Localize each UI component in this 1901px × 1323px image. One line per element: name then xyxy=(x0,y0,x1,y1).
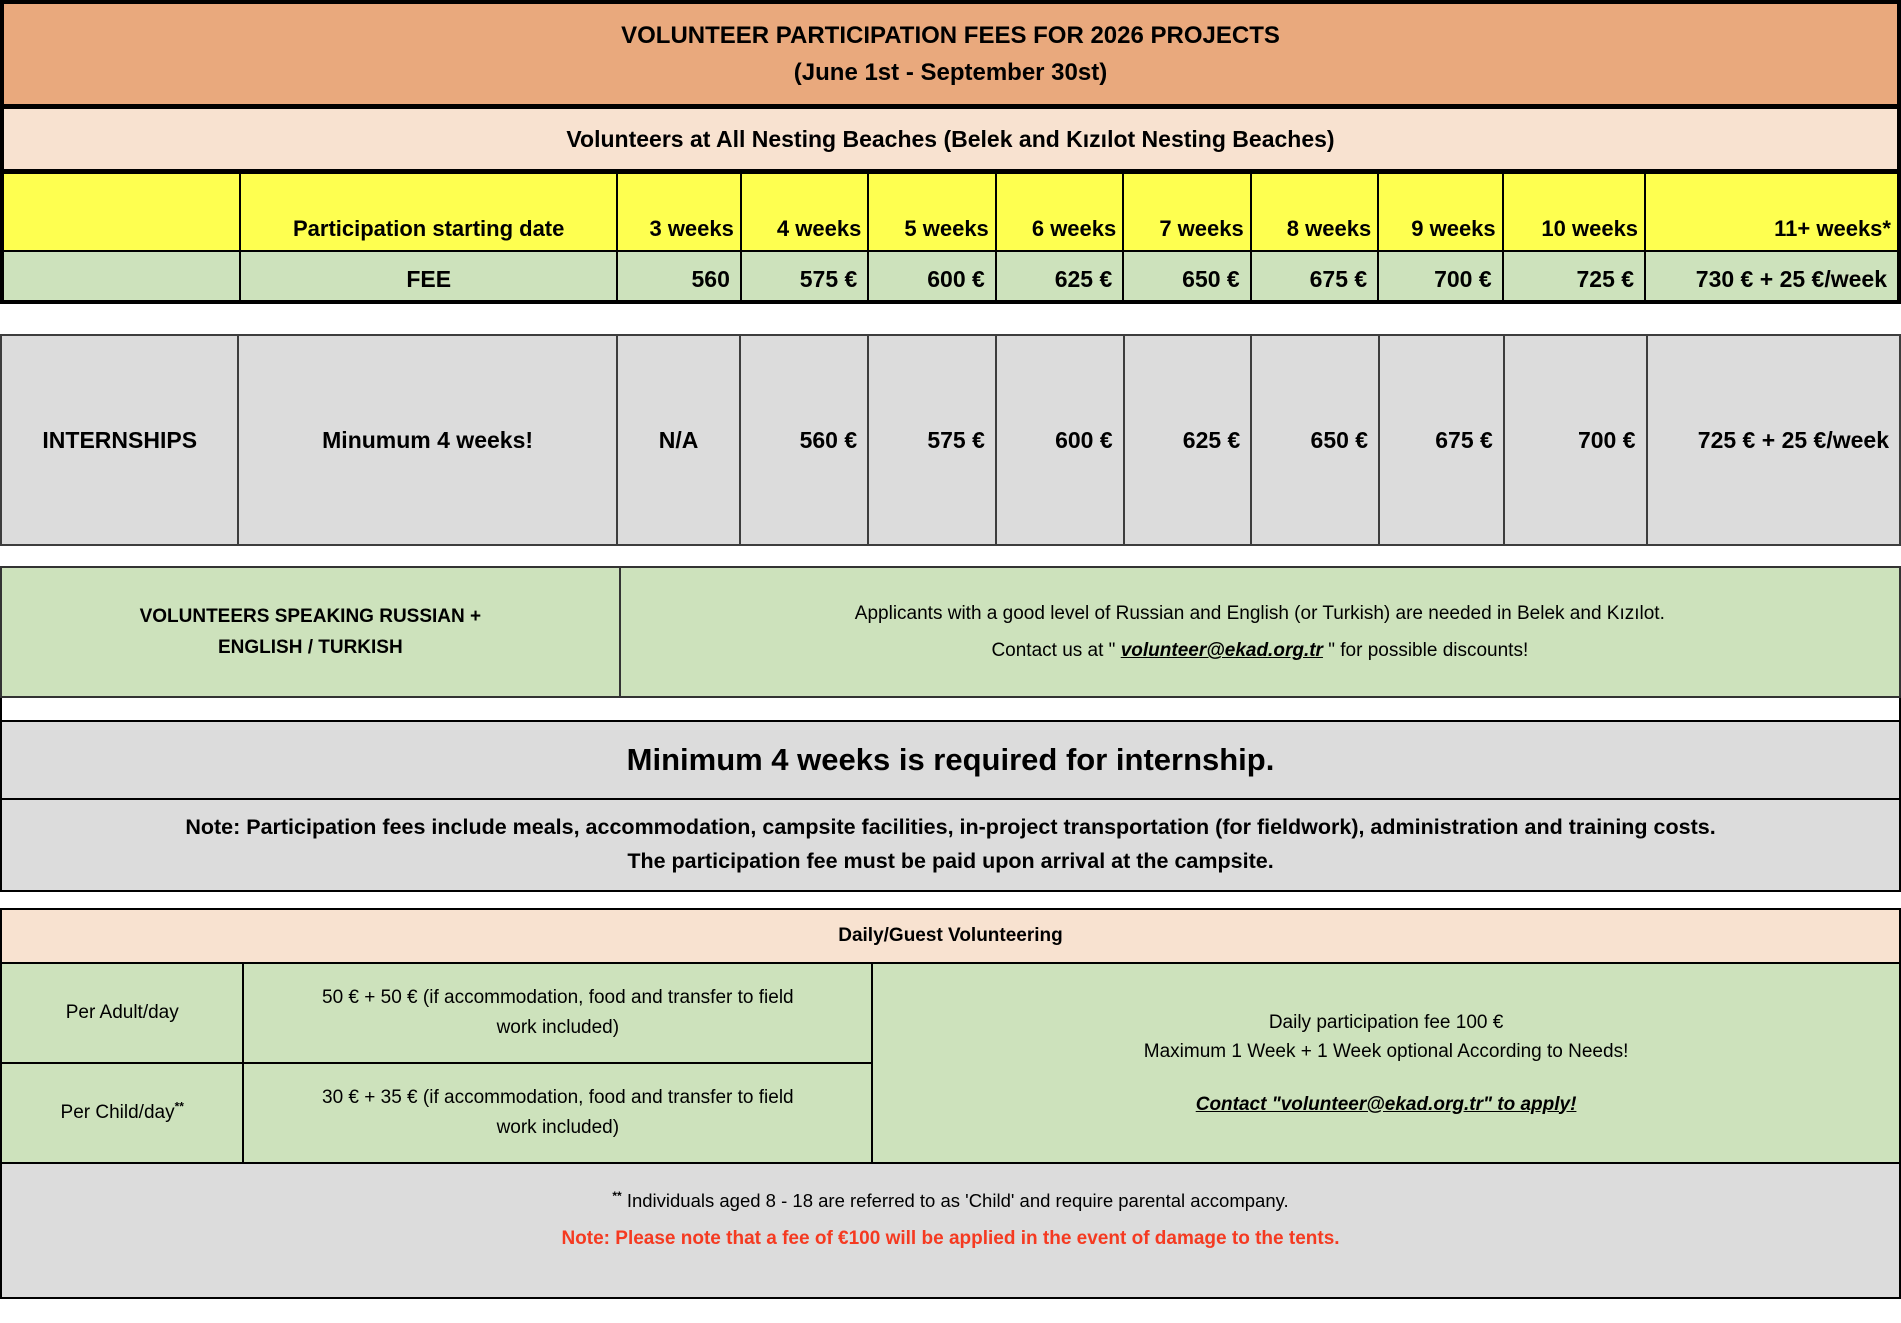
internships-requirement: Minumum 4 weeks! xyxy=(239,336,617,544)
internship-value-cell: 625 € xyxy=(1125,336,1253,544)
fee-value-cell: 730 € + 25 €/week xyxy=(1695,266,1887,292)
header-week-cell: 9 weeks xyxy=(1379,174,1503,250)
header-week-cell: 7 weeks xyxy=(1124,174,1251,250)
internship-value-cell: 575 € xyxy=(869,336,997,544)
adult-desc: 50 € + 50 € (if accommodation, food and transfer to field work included) xyxy=(322,987,794,1038)
internship-minimum-note: Minimum 4 weeks is required for internship. xyxy=(2,722,1899,800)
header-week-cell: 6 weeks xyxy=(997,174,1124,250)
email-link[interactable]: volunteer@ekad.org.tr xyxy=(1120,640,1323,661)
internship-value-cell: N/A xyxy=(618,336,742,544)
header-week-cell: 5 weeks xyxy=(869,174,996,250)
header-week-cell: 4 weeks xyxy=(742,174,869,250)
russian-section-heading xyxy=(2,568,621,696)
internship-value-cell: 600 € xyxy=(997,336,1125,544)
title-line2: (June 1st - September 30st) xyxy=(793,59,1108,86)
title-line1: VOLUNTEER PARTICIPATION FEES FOR 2026 PROJECTS xyxy=(621,22,1280,49)
internship-value-cell: 560 € xyxy=(741,336,869,544)
notes-section xyxy=(0,720,1901,892)
daily-row-label xyxy=(2,1064,244,1162)
header-empty-cell xyxy=(4,174,241,250)
header-week-cell: 8 weeks xyxy=(1252,174,1379,250)
adult-label: Per Adult/day xyxy=(65,1002,179,1023)
participation-fees-note xyxy=(2,800,1899,890)
daily-guest-heading: Daily/Guest Volunteering xyxy=(0,908,1901,964)
daily-row-desc xyxy=(244,964,873,1064)
daily-row-label xyxy=(2,964,244,1064)
internships-label: INTERNSHIPS xyxy=(2,336,239,544)
fee-table-header-row xyxy=(4,174,1897,252)
header-participation-date: Participation starting date xyxy=(241,174,618,250)
header-week-cell: 10 weeks xyxy=(1504,174,1646,250)
fee-value-cell: 625 € xyxy=(997,252,1124,300)
fees-note-line1: Note: Participation fees include meals, accommodation, campsite facilities, in-project transportation (for fieldwork), administration and training costs. xyxy=(185,815,1716,839)
child-footnote-marker: ** xyxy=(174,1099,184,1114)
daily-row-desc xyxy=(244,1064,873,1162)
child-desc: 30 € + 35 € (if accommodation, food and transfer to field work included) xyxy=(322,1087,794,1138)
russian-section-body xyxy=(621,568,1899,696)
footnote-marker: ** xyxy=(612,1188,622,1203)
russian-heading-line2: ENGLISH / TURKISH xyxy=(217,637,403,658)
fee-empty-cell xyxy=(4,252,241,300)
daily-fee-line: Daily participation fee 100 € xyxy=(1268,1011,1504,1033)
header-week-cell: 3 weeks xyxy=(618,174,741,250)
internships-table xyxy=(0,334,1901,546)
internship-value-cell: 675 € xyxy=(1380,336,1505,544)
internship-value-cell: 700 € xyxy=(1505,336,1648,544)
daily-footer-notes xyxy=(0,1164,1901,1299)
contact-suffix: " for possible discounts! xyxy=(1322,640,1529,661)
fee-value-cell: 700 € xyxy=(1379,252,1503,300)
fee-value-cell: 560 xyxy=(618,252,741,300)
internship-value-cell: 725 € + 25 €/week xyxy=(1697,426,1889,453)
tent-damage-note: Note: Please note that a fee of €100 will be applied in the event of damage to the tents. xyxy=(561,1228,1340,1249)
daily-max-line: Maximum 1 Week + 1 Week optional According to Needs! xyxy=(1143,1040,1629,1062)
fees-note-line2: The participation fee must be paid upon arrival at the campsite. xyxy=(627,849,1274,873)
child-definition-note xyxy=(2,1190,1899,1212)
fee-value-cell: 600 € xyxy=(869,252,996,300)
spacer-row xyxy=(0,698,1901,720)
russian-volunteers-section xyxy=(0,566,1901,698)
internship-value-cell: 650 € xyxy=(1252,336,1380,544)
fee-row-label: FEE xyxy=(241,252,618,300)
fee-value-cell: 725 € xyxy=(1504,252,1646,300)
child-note-text: Individuals aged 8 - 18 are referred to as 'Child' and require parental accompany. xyxy=(621,1190,1289,1211)
child-label: Per Child/day** xyxy=(60,1099,184,1123)
russian-heading-line1: VOLUNTEERS SPEAKING RUSSIAN + xyxy=(139,606,482,627)
daily-guest-table xyxy=(0,964,1901,1164)
table-subtitle: Volunteers at All Nesting Beaches (Belek and Kızılot Nesting Beaches) xyxy=(4,109,1897,174)
fee-value-cell: 650 € xyxy=(1124,252,1251,300)
fee-values-row xyxy=(4,252,1897,300)
fee-value-cell: 675 € xyxy=(1252,252,1379,300)
daily-right-cell xyxy=(873,964,1899,1162)
header-week-cell: 11+ weeks* xyxy=(1774,216,1891,241)
contact-prefix: Contact us at " xyxy=(991,640,1121,661)
apply-email-link[interactable]: Contact "volunteer@ekad.org.tr" to apply! xyxy=(1195,1093,1577,1115)
russian-body-line1: Applicants with a good level of Russian and English (or Turkish) are needed in Belek and Kızılot. xyxy=(854,603,1665,624)
fee-value-cell: 575 € xyxy=(742,252,869,300)
russian-contact-line xyxy=(991,632,1528,669)
page-title xyxy=(4,4,1897,109)
fee-table xyxy=(0,0,1901,304)
